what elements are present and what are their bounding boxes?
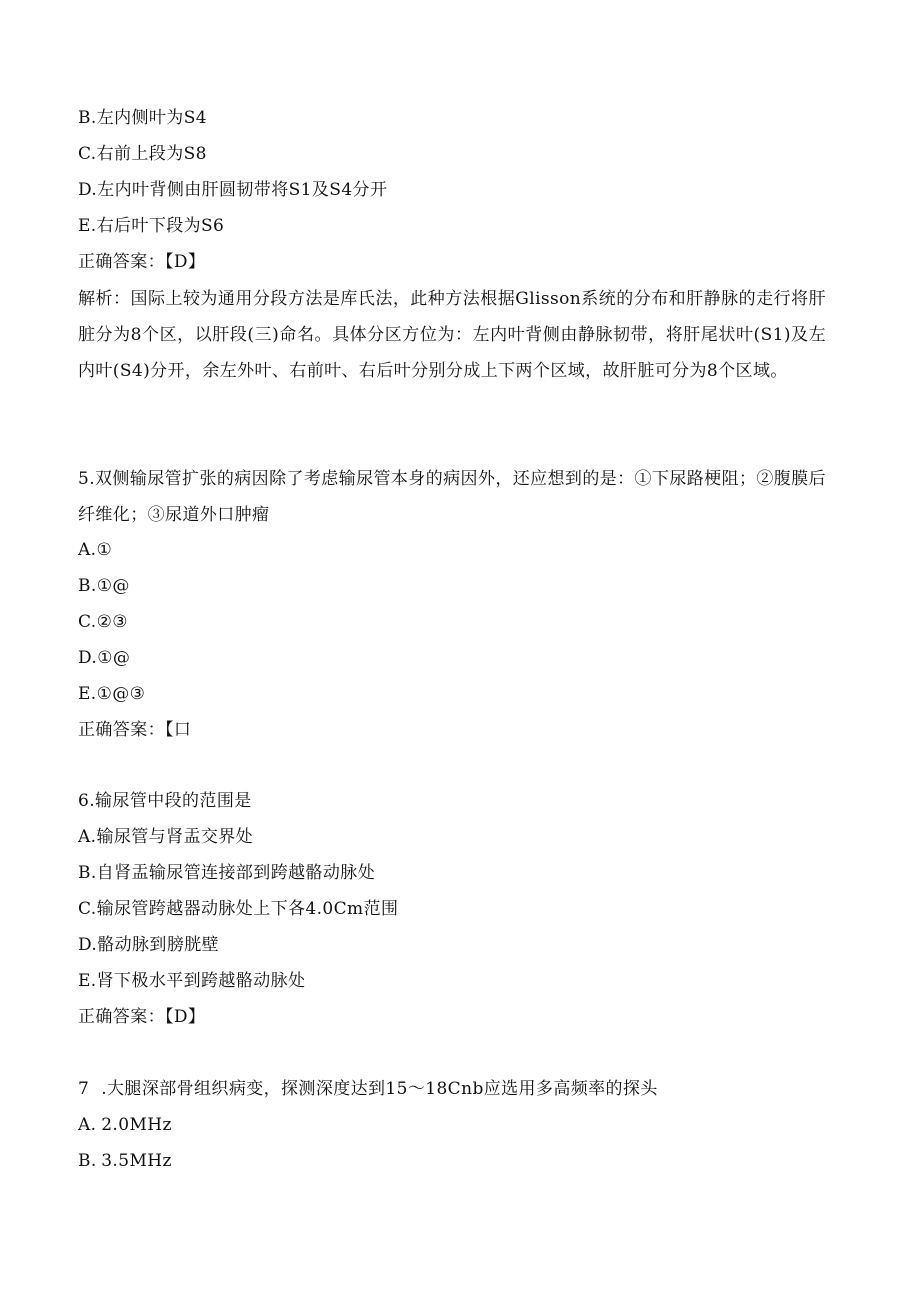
q6-option-d: D.骼动脉到膀胱壁 <box>78 935 220 955</box>
q5-stem: 5.双侧输尿管扩张的病因除了考虑输尿管本身的病因外，还应想到的是：①下尿路梗阻；②腹膜后纤维化；③尿道外口肿瘤 <box>78 469 826 525</box>
q5-answer: 正确答案：【口 <box>78 720 192 740</box>
q5-option-c: C.②③ <box>78 612 128 632</box>
q4-analysis: 解析：国际上较为通用分段方法是库氏法，此种方法根据Glisson系统的分布和肝静脉的走行将肝脏分为8个区，以肝段(三)命名。具体分区方位为：左内叶背侧由静脉韧带，将肝尾状叶(S1)及左内叶(S4)分开，余左外叶、右前叶、右后叶分别分成上下两个区域，故肝脏可分为8个区域。 <box>78 289 826 381</box>
q6-option-e: E.肾下极水平到跨越骼动脉处 <box>78 971 306 991</box>
q5-option-a: A.① <box>78 540 113 560</box>
q4-option-c: C.右前上段为S8 <box>78 144 207 164</box>
q4-option-b: B.左内侧叶为S4 <box>78 108 207 128</box>
q4-option-d: D.左内叶背侧由肝圆韧带将S1及S4分开 <box>78 180 388 200</box>
q4-answer: 正确答案：【D】 <box>78 252 206 272</box>
q6-option-a: A.输尿管与肾盂交界处 <box>78 827 254 847</box>
q6-option-c: C.输尿管跨越器动脉处上下各4.0Cm范围 <box>78 899 399 919</box>
q5-option-b: B.①@ <box>78 576 130 596</box>
q5-option-d: D.①@ <box>78 648 131 668</box>
q5-option-e: E.①@③ <box>78 684 146 704</box>
q7-option-a: A. 2.0MHz <box>78 1115 172 1135</box>
q7-stem: 7 .大腿深部骨组织病变，探测深度达到15～18Cnb应选用多高频率的探头 <box>78 1079 658 1099</box>
q4-option-e: E.右后叶下段为S6 <box>78 216 225 236</box>
q6-answer: 正确答案：【D】 <box>78 1007 206 1027</box>
q6-stem: 6.输尿管中段的范围是 <box>78 791 252 811</box>
q7-option-b: B. 3.5MHz <box>78 1151 172 1171</box>
q6-option-b: B.自肾盂输尿管连接部到跨越骼动脉处 <box>78 863 376 883</box>
